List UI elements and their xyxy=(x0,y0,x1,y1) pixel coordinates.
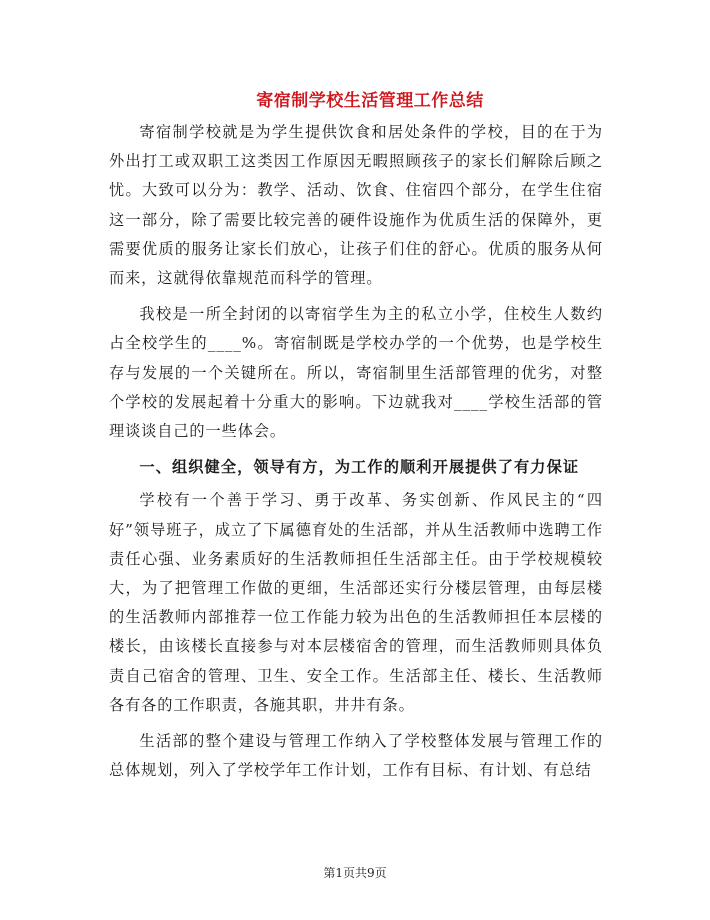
page-number-footer: 第1页共9页 xyxy=(323,866,387,880)
document-body xyxy=(109,118,603,792)
paragraph-organization: 学校有一个善于学习、勇于改革、务实创新、作风民主的“四好”领导班子，成立了下属德育处的生活部，并从生活教师中选聘工作责任心强、业务素质好的生活教师担任生活部主任。由于学校规模较大，为了把管理工作做的更细，生活部还实行分楼层管理，由每层楼的生活教师内部推荐一位工作能力较为出色的生活教师担任本层楼的楼长，由该楼长直接参与对本层楼宿舍的管理，而生活教师则具体负责自己宿舍的管理、卫生、安全工作。生活部主任、楼长、生活教师各有各的工作职责，各施其职，井井有条。 xyxy=(109,491,603,714)
paragraph-school-overview: 我校是一所全封闭的以寄宿学生为主的私立小学，住校生人数约占全校学生的____%。寄宿制既是学校办学的一个优势，也是学校生存与发展的一个关键所在。所以，寄宿制里生活部管理的优劣，对整个学校的发展起着十分重大的影响。下边就我对____学校生活部的管理谈谈自己的一些体会。 xyxy=(109,305,603,441)
paragraph-intro: 寄宿制学校就是为学生提供饮食和居处条件的学校，目的在于为外出打工或双职工这类因工作原因无暇照顾孩子的家长们解除后顾之忧。大致可以分为：教学、活动、饮食、住宿四个部分，在学生住宿这一部分，除了需要比较完善的硬件设施作为优质生活的保障外，更需要优质的服务让家长们放心，让孩子们住的舒心。优质的服务从何而来，这就得依靠规范而科学的管理。 xyxy=(109,123,603,288)
document-title: 寄宿制学校生活管理工作总结 xyxy=(256,91,484,111)
section-heading-1: 一、组织健全，领导有方，为工作的顺利开展提供了有力保证 xyxy=(139,458,580,477)
paragraph-planning: 生活部的整个建设与管理工作纳入了学校整体发展与管理工作的总体规划，列入了学校学年工作计划，工作有目标、有计划、有总结 xyxy=(109,732,603,780)
